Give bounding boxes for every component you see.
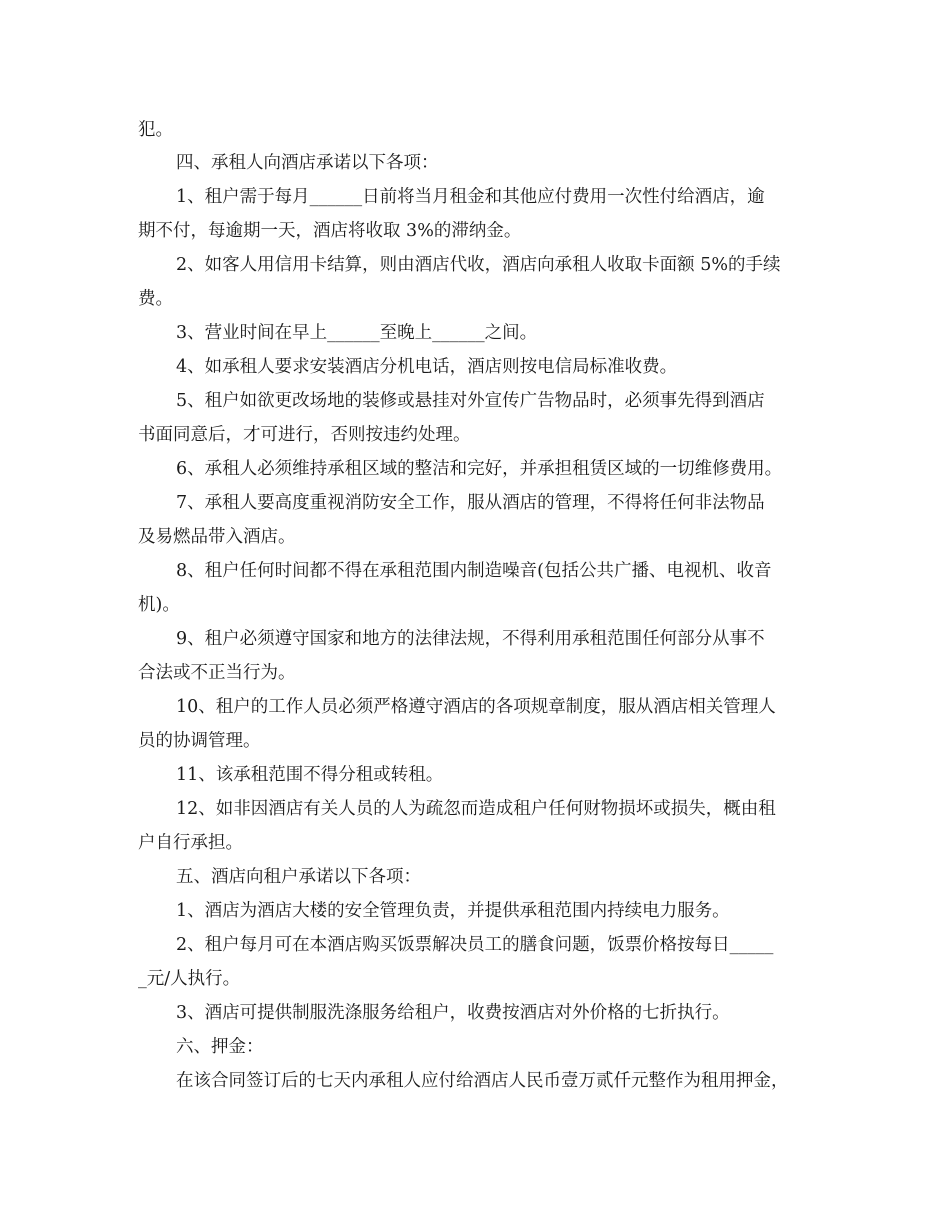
text-line: 期不付，每逾期一天，酒店将收取 3%的滞纳金。 bbox=[138, 221, 522, 241]
text-line: 户自行承担。 bbox=[138, 833, 243, 853]
text-line: 9、租户必须遵守国家和地方的法律法规，不得利用承租范围任何部分从事不 bbox=[176, 629, 765, 649]
text-line: 机)。 bbox=[138, 595, 180, 615]
text-line: 费。 bbox=[138, 289, 173, 309]
text-line: _元/人执行。 bbox=[138, 969, 241, 989]
text-line: 6、承租人必须维持承租区域的整洁和完好，并承担租赁区域的一切维修费用。 bbox=[176, 459, 783, 479]
text-line: 3、营业时间在早上______至晚上______之间。 bbox=[176, 323, 538, 343]
text-line: 员的协调管理。 bbox=[138, 731, 261, 751]
text-line: 8、租户任何时间都不得在承租范围内制造噪音(包括公共广播、电视机、收音 bbox=[176, 561, 772, 581]
section-heading: 五、酒店向租户承诺以下各项： bbox=[176, 867, 421, 887]
text-line: 1、租户需于每月______日前将当月租金和其他应付费用一次性付给酒店，逾 bbox=[176, 187, 765, 207]
text-line: 12、如非因酒店有关人员的人为疏忽而造成租户任何财物损坏或损失，概由租 bbox=[176, 799, 776, 819]
text-line: 书面同意后，才可进行，否则按违约处理。 bbox=[138, 425, 471, 445]
text-line: 2、租户每月可在本酒店购买饭票解决员工的膳食问题，饭票价格按每日_____ bbox=[176, 935, 774, 955]
text-line: 7、承租人要高度重视消防安全工作，服从酒店的管理，不得将任何非法物品 bbox=[176, 493, 765, 513]
text-line: 2、如客人用信用卡结算，则由酒店代收，酒店向承租人收取卡面额 5%的手续 bbox=[176, 255, 781, 275]
text-line: 5、租户如欲更改场地的装修或悬挂对外宣传广告物品时，必须事先得到酒店 bbox=[176, 391, 765, 411]
text-line: 合法或不正当行为。 bbox=[138, 663, 296, 683]
text-line: 10、租户的工作人员必须严格遵守酒店的各项规章制度，服从酒店相关管理人 bbox=[176, 697, 776, 717]
section-heading: 六、押金： bbox=[176, 1037, 264, 1057]
text-line: 在该合同签订后的七天内承租人应付给酒店人民币壹万贰仟元整作为租用押金， bbox=[176, 1071, 789, 1091]
text-line: 11、该承租范围不得分租或转租。 bbox=[176, 765, 444, 785]
section-heading: 四、承租人向酒店承诺以下各项： bbox=[176, 153, 439, 173]
text-line: 及易燃品带入酒店。 bbox=[138, 527, 296, 547]
text-line: 1、酒店为酒店大楼的安全管理负责，并提供承租范围内持续电力服务。 bbox=[176, 901, 730, 921]
text-line: 4、如承租人要求安装酒店分机电话，酒店则按电信局标准收费。 bbox=[176, 357, 678, 377]
text-line: 3、酒店可提供制服洗涤服务给租户，收费按酒店对外价格的七折执行。 bbox=[176, 1003, 730, 1023]
text-line: 犯。 bbox=[138, 120, 173, 140]
